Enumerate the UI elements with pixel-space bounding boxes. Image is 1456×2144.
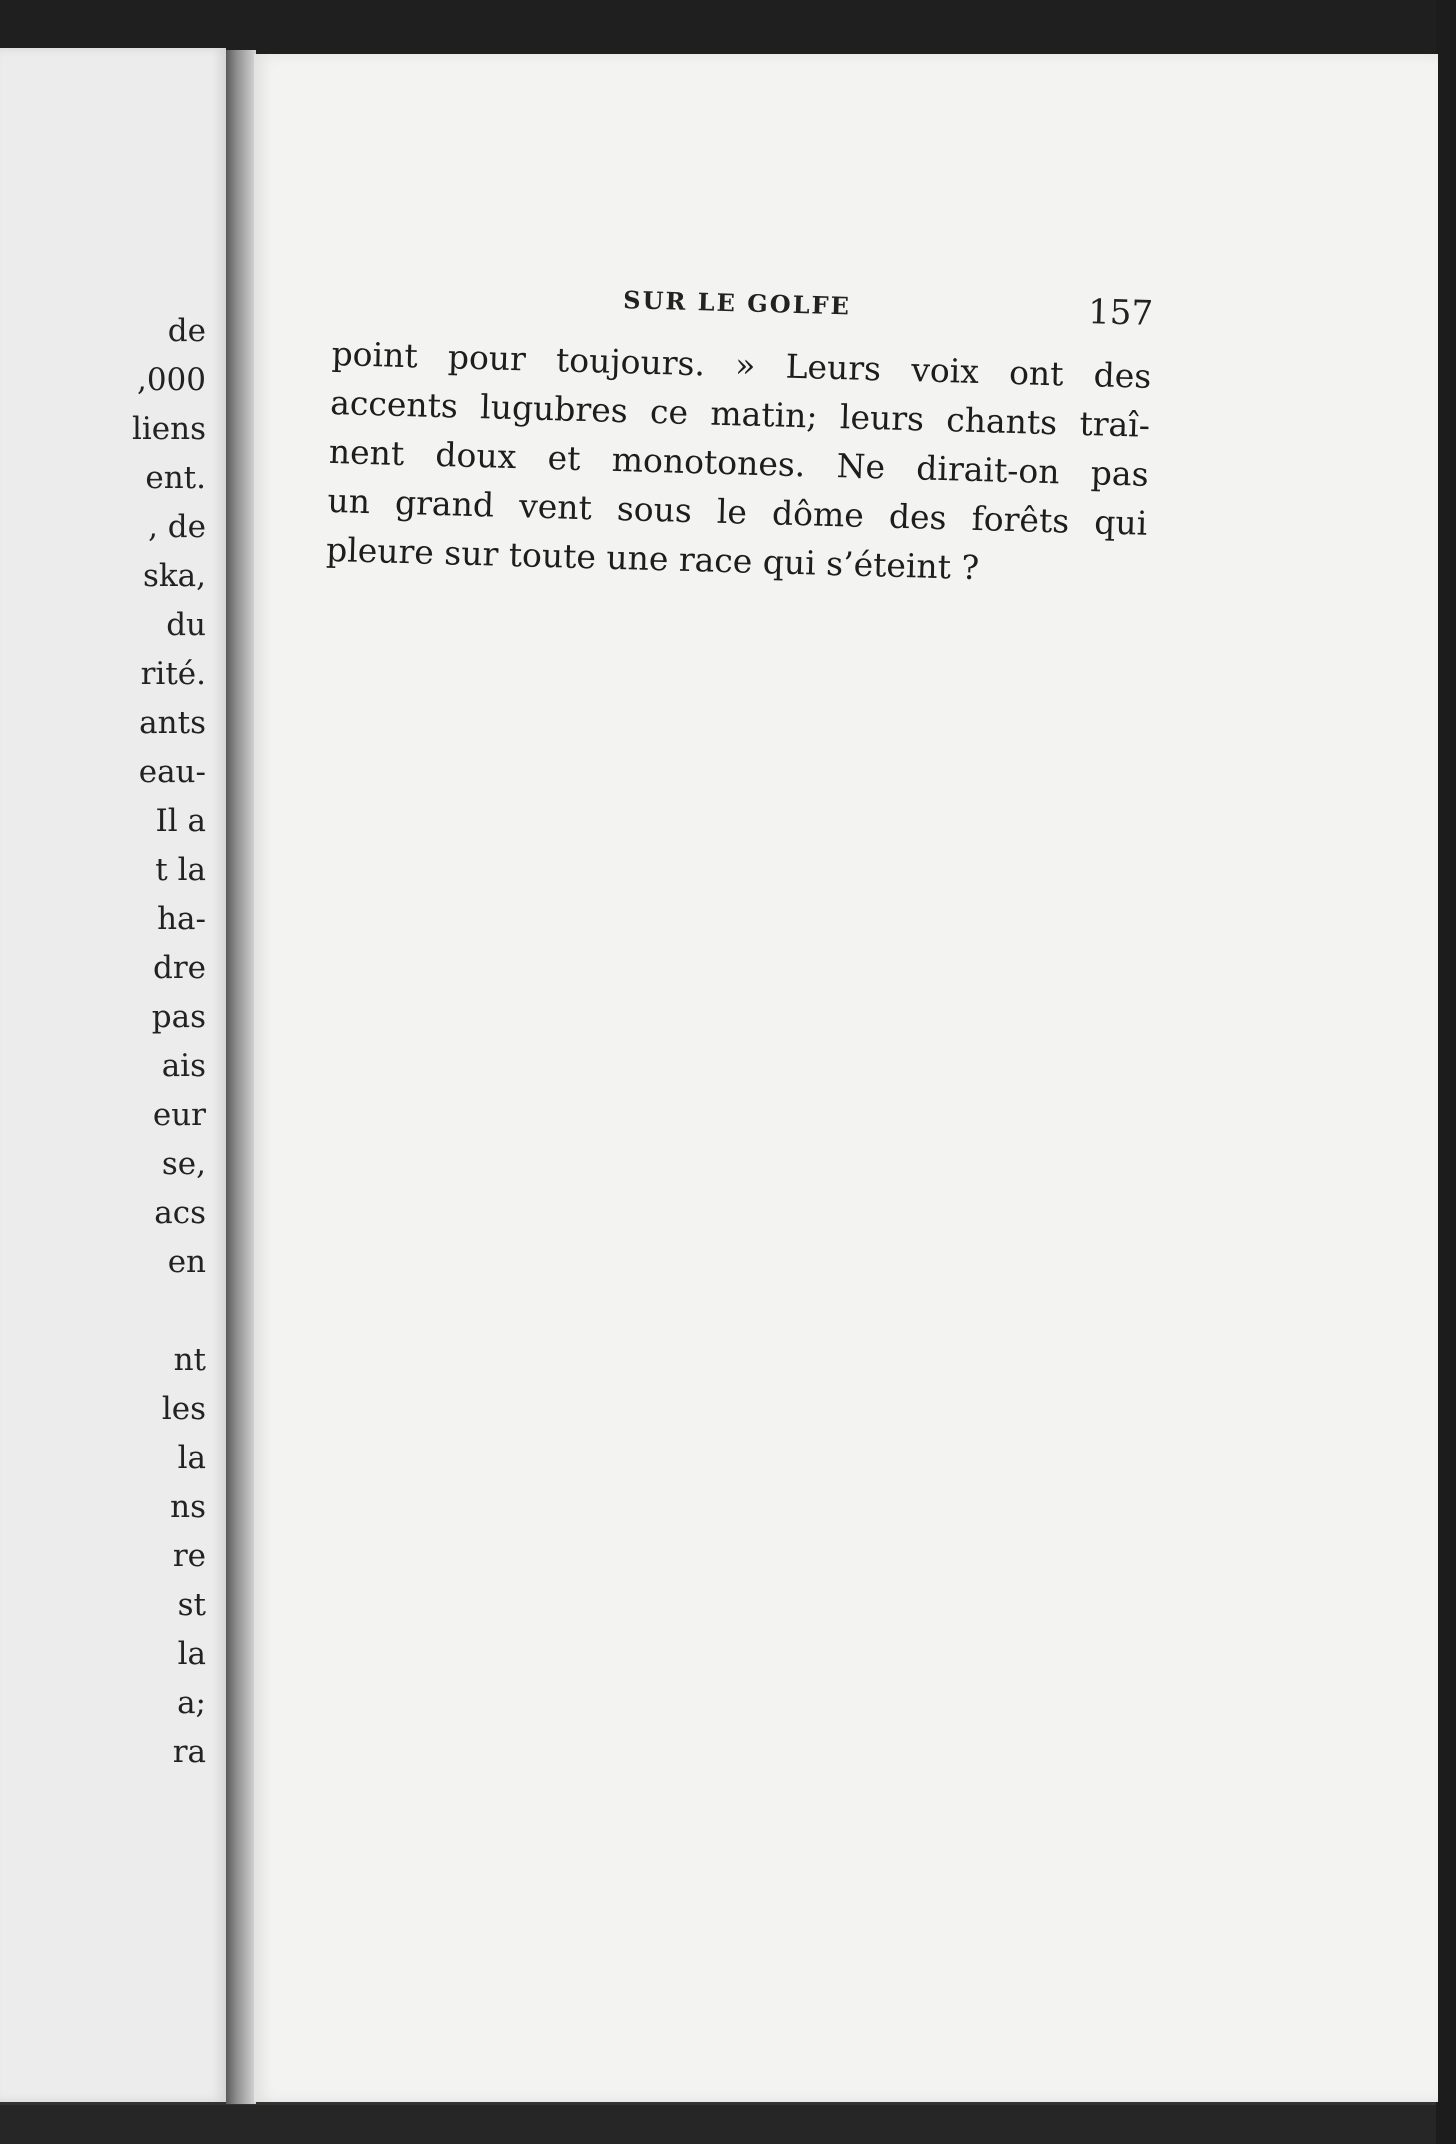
book-gutter — [226, 50, 256, 2104]
left-page-line: ants — [139, 705, 206, 741]
left-page-line: pas — [151, 999, 206, 1035]
body-text-line: nent doux et monotones. Ne dirait-on pas — [328, 431, 1150, 494]
page-number: 157 — [1087, 292, 1154, 334]
body-text-line: pleure sur toute une race qui s’éteint ? — [325, 529, 980, 588]
left-page-line: a; — [177, 1685, 206, 1721]
left-page-line: , de — [148, 509, 206, 545]
left-page-line: Il a — [155, 803, 206, 839]
left-page-line: nt — [173, 1342, 206, 1378]
scanner-bed-right — [1436, 0, 1456, 2144]
left-page-line: re — [172, 1538, 206, 1574]
left-page-line: ns — [170, 1489, 206, 1525]
right-page — [254, 54, 1438, 2102]
left-page-line: ha- — [157, 901, 206, 937]
left-page-line: se, — [161, 1146, 206, 1182]
left-page-line: en — [167, 1244, 206, 1280]
left-page-line: rité. — [140, 656, 206, 692]
left-page-line: ,000 — [136, 362, 206, 398]
page-content — [325, 269, 1153, 597]
running-title: SUR LE GOLFE — [622, 285, 852, 321]
body-text-line: accents lugubres ce matin; leurs chants traî- — [329, 382, 1151, 445]
body-text-line: un grand vent sous le dôme des forêts qui — [326, 480, 1148, 543]
left-page-line: ra — [172, 1734, 206, 1770]
left-page-line: ent. — [145, 460, 206, 496]
left-page-line: eur — [152, 1097, 206, 1133]
body-text-line: point pour toujours. » Leurs voix ont des — [331, 333, 1152, 396]
scanner-bed-bottom — [0, 2105, 1456, 2144]
left-page-line: du — [166, 607, 206, 643]
left-page — [0, 48, 226, 2102]
left-page-line: acs — [154, 1195, 206, 1231]
left-page-line: ais — [161, 1048, 206, 1084]
left-page-line: dre — [152, 950, 206, 986]
left-page-line: eau- — [138, 754, 206, 790]
left-page-line: liens — [131, 411, 206, 447]
left-page-line: les — [161, 1391, 206, 1427]
left-page-line: la — [177, 1440, 206, 1476]
left-page-line: st — [177, 1587, 206, 1623]
left-page-line: ska, — [142, 558, 206, 594]
left-page-line: de — [167, 313, 206, 349]
left-page-line: t la — [155, 852, 206, 888]
left-page-line: la — [177, 1636, 206, 1672]
